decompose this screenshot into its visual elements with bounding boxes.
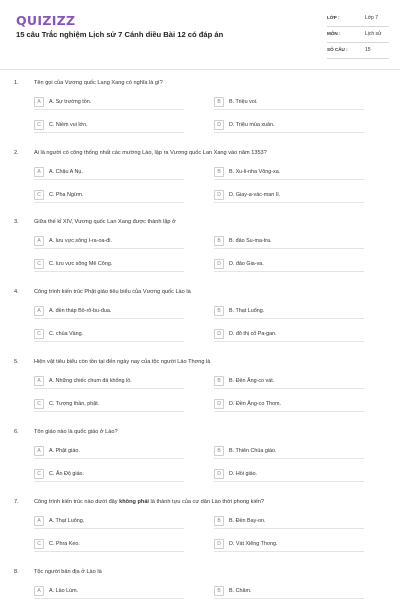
option-text: D. đảo Gia-va. <box>229 261 264 267</box>
option-text: A. Thạt Luổng. <box>49 518 85 524</box>
meta-label: MÔN : <box>327 31 341 36</box>
option-text: B. Triệu voi. <box>229 99 258 105</box>
option-d[interactable] <box>214 469 364 482</box>
option-d[interactable] <box>214 399 364 412</box>
option-key: D <box>214 329 224 339</box>
option-d[interactable] <box>214 259 364 272</box>
option-text: A. Phật giáo. <box>49 448 80 454</box>
meta-row-question-count <box>327 43 389 59</box>
question-text: Tên gọi của Vương quốc Lang Xang có nghĩa là gì? <box>34 80 163 86</box>
meta-row-class <box>327 11 389 27</box>
option-text: D. Đền Ăng-co Thom. <box>229 401 282 407</box>
option-key: D <box>214 539 224 549</box>
option-key: C <box>34 120 44 130</box>
meta-row-subject <box>327 27 389 43</box>
option-key: A <box>34 586 44 596</box>
option-a[interactable] <box>34 586 184 599</box>
option-c[interactable] <box>34 469 184 482</box>
option-c[interactable] <box>34 190 184 203</box>
option-key: A <box>34 236 44 246</box>
option-key: A <box>34 516 44 526</box>
question-text: Tộc người bản địa ở Lào là <box>34 569 102 575</box>
option-text: D. Hồi giáo. <box>229 471 258 477</box>
option-key: B <box>214 167 224 177</box>
meta-info-box <box>327 11 389 59</box>
option-d[interactable] <box>214 539 364 552</box>
option-key: C <box>34 399 44 409</box>
option-text: B. Chăm. <box>229 588 252 594</box>
option-key: C <box>34 259 44 269</box>
option-text: D. đô thị cổ Pa-gan. <box>229 331 277 337</box>
question-number: 2. <box>14 150 19 156</box>
question-text-part: là thành tựu của cư dân Lào thời phong kiến? <box>149 499 265 505</box>
option-text: A. Những chiếc chum đá khổng lồ. <box>49 378 132 384</box>
option-a[interactable] <box>34 516 184 529</box>
question-1 <box>0 80 400 150</box>
option-text: C. lưu vực sông Mê Công. <box>49 261 113 267</box>
option-text: B. Thạt Luổng. <box>229 308 265 314</box>
option-text: B. Đền Ăng-co vát. <box>229 378 275 384</box>
question-5 <box>0 359 400 429</box>
option-key: D <box>214 469 224 479</box>
option-b[interactable] <box>214 586 364 599</box>
option-text: B. đảo Su-ma-tra. <box>229 238 272 244</box>
meta-label: LỚP : <box>327 15 340 20</box>
option-text: A. Chậu A Nụ. <box>49 169 83 175</box>
option-key: D <box>214 190 224 200</box>
option-key: D <box>214 259 224 269</box>
option-b[interactable] <box>214 446 364 459</box>
option-text: C. Ấn Độ giáo. <box>49 471 85 477</box>
question-number: 1. <box>14 80 19 86</box>
question-number: 3. <box>14 219 19 225</box>
question-number: 6. <box>14 429 19 435</box>
question-7 <box>0 499 400 569</box>
option-key: A <box>34 167 44 177</box>
option-d[interactable] <box>214 120 364 133</box>
option-key: A <box>34 306 44 316</box>
question-6 <box>0 429 400 499</box>
option-key: A <box>34 446 44 456</box>
option-key: A <box>34 376 44 386</box>
question-8 <box>0 569 400 600</box>
option-key: B <box>214 446 224 456</box>
option-d[interactable] <box>214 329 364 342</box>
option-key: B <box>214 306 224 316</box>
option-text: A. lưu vực sông I-ra-oa-đi. <box>49 238 112 244</box>
option-a[interactable] <box>34 446 184 459</box>
option-c[interactable] <box>34 120 184 133</box>
question-text: Tôn giáo nào là quốc giáo ở Lào? <box>34 429 118 435</box>
worksheet-header <box>0 0 400 70</box>
question-2 <box>0 150 400 220</box>
meta-label: SỐ CÂU : <box>327 47 348 52</box>
question-number: 8. <box>14 569 19 575</box>
option-key: B <box>214 376 224 386</box>
option-text: C. Pha Ngừm. <box>49 192 84 198</box>
option-d[interactable] <box>214 190 364 203</box>
option-text: C. Phra Keo. <box>49 541 80 547</box>
option-a[interactable] <box>34 376 184 389</box>
option-text: B. Đền Bay-on. <box>229 518 266 524</box>
option-text: B. Thiên Chúa giáo. <box>229 448 277 454</box>
option-a[interactable] <box>34 236 184 249</box>
option-key: C <box>34 190 44 200</box>
option-key: B <box>214 97 224 107</box>
option-b[interactable] <box>214 236 364 249</box>
question-text <box>34 499 384 505</box>
question-text: Ai là người có công thống nhất các mường Lào, lập ra Vương quốc Lan Xang vào năm 1353? <box>34 150 267 156</box>
option-text: A. Lào Lùm. <box>49 588 79 594</box>
question-text-part: Công trình kiến trúc nào dưới đây <box>34 499 120 505</box>
option-a[interactable] <box>34 167 184 180</box>
option-key: C <box>34 469 44 479</box>
option-c[interactable] <box>34 329 184 342</box>
question-number: 7. <box>14 499 19 505</box>
worksheet-title: 15 câu Trắc nghiệm Lịch sử 7 Cánh diều Bài 12 có đáp án <box>16 30 224 39</box>
question-text: Hiện vật tiêu biểu còn tồn tại đến ngày nay của tộc người Lào Thơng là <box>34 359 211 365</box>
option-c[interactable] <box>34 399 184 412</box>
option-c[interactable] <box>34 539 184 552</box>
question-3 <box>0 219 400 289</box>
option-a[interactable] <box>34 306 184 319</box>
meta-value: Lịch sử <box>365 31 382 37</box>
question-text: Giữa thế kỉ XIV, Vương quốc Lan Xang được thành lập ở <box>34 219 176 225</box>
question-text: Công trình kiến trúc Phật giáo tiêu biểu của Vương quốc Lào là <box>34 289 191 295</box>
option-key: B <box>214 516 224 526</box>
option-text: C. Niềm vui lớn. <box>49 122 88 128</box>
option-key: C <box>34 539 44 549</box>
option-c[interactable] <box>34 259 184 272</box>
option-text: D. Giay-a-vác-man II. <box>229 192 281 198</box>
option-text: C. chùa Vàng. <box>49 331 84 337</box>
question-number: 4. <box>14 289 19 295</box>
option-key: D <box>214 120 224 130</box>
option-b[interactable] <box>214 167 364 180</box>
option-a[interactable] <box>34 97 184 110</box>
question-number: 5. <box>14 359 19 365</box>
meta-value: Lớp 7 <box>365 15 379 21</box>
question-text-emphasis: không phải <box>119 499 149 505</box>
option-text: C. Tượng thần, phật. <box>49 401 100 407</box>
option-key: B <box>214 236 224 246</box>
option-text: B. Xu-li-nha Vông-xa. <box>229 169 281 175</box>
option-key: A <box>34 97 44 107</box>
option-b[interactable] <box>214 516 364 529</box>
question-4 <box>0 289 400 359</box>
option-key: C <box>34 329 44 339</box>
option-b[interactable] <box>214 376 364 389</box>
option-text: A. Sự trường tồn. <box>49 99 92 105</box>
option-b[interactable] <box>214 97 364 110</box>
option-key: D <box>214 399 224 409</box>
option-key: B <box>214 586 224 596</box>
option-text: D. Triệu mùa xuân. <box>229 122 275 128</box>
option-text: D. Vát Xiêng Thong. <box>229 541 278 547</box>
option-text: A. đền tháp Bô-rô-bu-đua. <box>49 308 112 314</box>
quizizz-logo: QUIZIZZ <box>16 13 76 28</box>
meta-value: 15 <box>365 47 371 53</box>
option-b[interactable] <box>214 306 364 319</box>
